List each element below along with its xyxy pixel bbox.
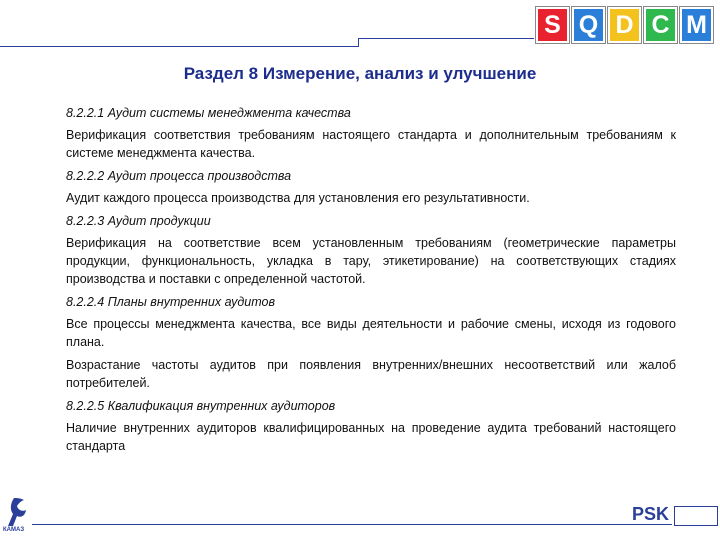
- badge-d: D: [608, 7, 641, 43]
- header-rule-right: [358, 38, 534, 39]
- section-heading: 8.2.2.3 Аудит продукции: [66, 214, 211, 228]
- badge-q: Q: [572, 7, 605, 43]
- header-rule-step: [358, 38, 359, 47]
- footer-rule: [32, 524, 672, 525]
- badge-c: C: [644, 7, 677, 43]
- badge-s: S: [536, 7, 569, 43]
- badge-m: M: [680, 7, 713, 43]
- psk-box: [674, 506, 718, 526]
- section-heading: 8.2.2.4 Планы внутренних аудитов: [66, 295, 275, 309]
- section-heading: 8.2.2.5 Квалификация внутренних аудиторов: [66, 399, 336, 413]
- content-body: [66, 104, 676, 460]
- sqdcm-badges: [536, 7, 713, 43]
- logo-text: КАМАЗ: [3, 527, 25, 533]
- section-heading: 8.2.2.1 Аудит системы менеджмента качества: [66, 106, 351, 120]
- section-paragraph: Все процессы менеджмента качества, все виды деятельности и рабочие смены, исходя из годового плана.: [66, 317, 676, 349]
- section-paragraph: Наличие внутренних аудиторов квалифицированных на проведение аудита требований настоящего стандарта: [66, 421, 676, 453]
- section-paragraph: Возрастание частоты аудитов при появления внутренних/внешних несоответствий или жалоб потребителей.: [66, 358, 676, 390]
- section-paragraph: Верификация соответствия требованиям настоящего стандарта и дополнительным требованиям к системе менеджмента качества.: [66, 128, 676, 160]
- section-paragraph: Аудит каждого процесса производства для установления его результативности.: [66, 191, 530, 205]
- page-title: Раздел 8 Измерение, анализ и улучшение: [183, 64, 537, 83]
- header-rule-left: [0, 46, 358, 47]
- section-heading: 8.2.2.2 Аудит процесса производства: [66, 169, 292, 183]
- section-paragraph: Верификация на соответствие всем установленным требованиям (геометрические параметры продукции, функциональность, укладка в тару, этикетирование) на соответствующих стадиях производства и поставки с определенной частотой.: [66, 236, 676, 286]
- psk-label: PSK: [632, 504, 670, 524]
